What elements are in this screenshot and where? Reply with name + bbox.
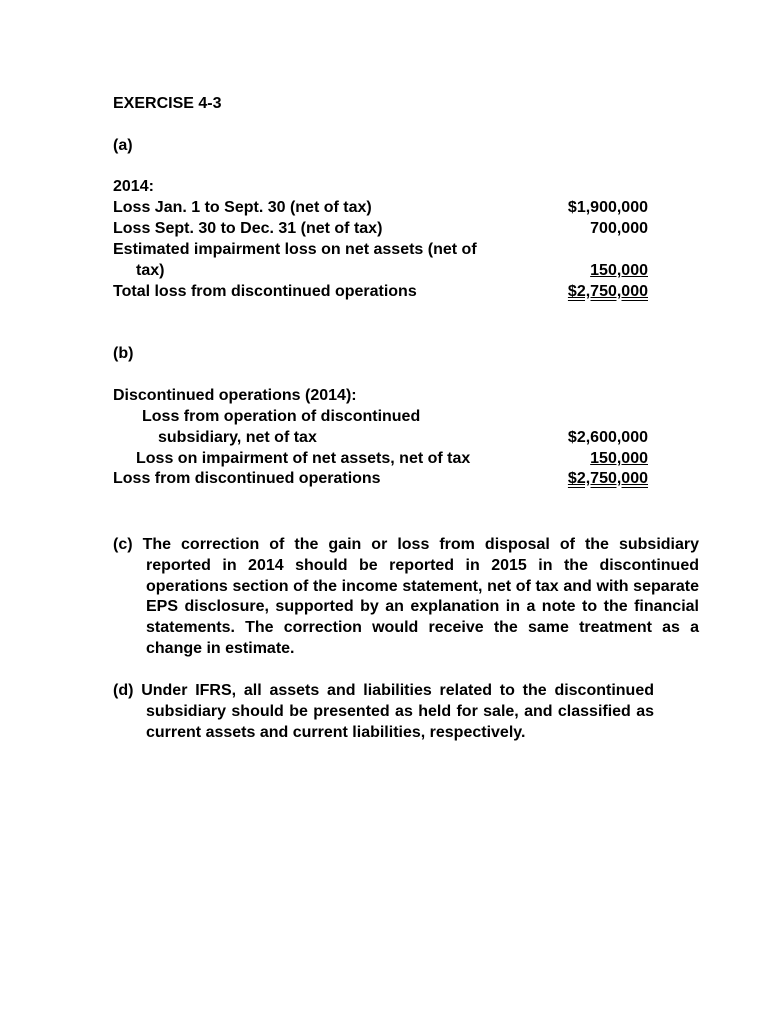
part-b-row-2-amount: 150,000 (590, 450, 648, 467)
part-a-row-3-text-line1: Estimated impairment loss on net assets (net of (113, 241, 477, 258)
part-b-heading: Discontinued operations (2014): (113, 387, 357, 404)
part-a-row-1-text: Loss Jan. 1 to Sept. 30 (net of tax) (113, 199, 372, 216)
part-a-year-label: 2014: (113, 178, 154, 195)
part-c-text: (c) The correction of the gain or loss from disposal of the subsidiary reported in 2014 should be reported in 2015 in the discontinued operations section of the income statement, net of tax and with separate EPS disclosure, supported by an explanation in a note to the financial statements. The correction would receive the same treatment as a change in estimate. (113, 536, 699, 657)
part-d-text: (d) Under IFRS, all assets and liabilities related to the discontinued subsidiary should be presented as held for sale, and classified as current assets and current liabilities, respectively. (113, 682, 654, 741)
part-b-total-text: Loss from discontinued operations (113, 470, 381, 487)
part-a-label: (a) (113, 137, 133, 154)
part-c-paragraph (113, 535, 699, 660)
part-b-label: (b) (113, 345, 134, 362)
part-b-row-1-text-line2: subsidiary, net of tax (158, 429, 317, 446)
part-b-row-1-text-line1: Loss from operation of discontinued (142, 408, 421, 425)
part-b-total-amount: $2,750,000 (567, 470, 648, 487)
part-b-row-1-amount: $2,600,000 (567, 429, 648, 446)
part-a-total-amount: $2,750,000 (567, 283, 648, 300)
exercise-title: EXERCISE 4-3 (113, 95, 222, 112)
part-b-row-2-text: Loss on impairment of net assets, net of tax (136, 450, 471, 467)
part-a-row-2-amount: 700,000 (590, 220, 648, 237)
part-a-row-2-text: Loss Sept. 30 to Dec. 31 (net of tax) (113, 220, 383, 237)
part-a-row-1-amount: $1,900,000 (567, 199, 648, 216)
part-a-total-text: Total loss from discontinued operations (113, 283, 417, 300)
part-a-row-3-amount: 150,000 (590, 262, 648, 279)
part-a-row-3-text-line2: tax) (136, 262, 165, 279)
part-d-paragraph (113, 681, 654, 743)
